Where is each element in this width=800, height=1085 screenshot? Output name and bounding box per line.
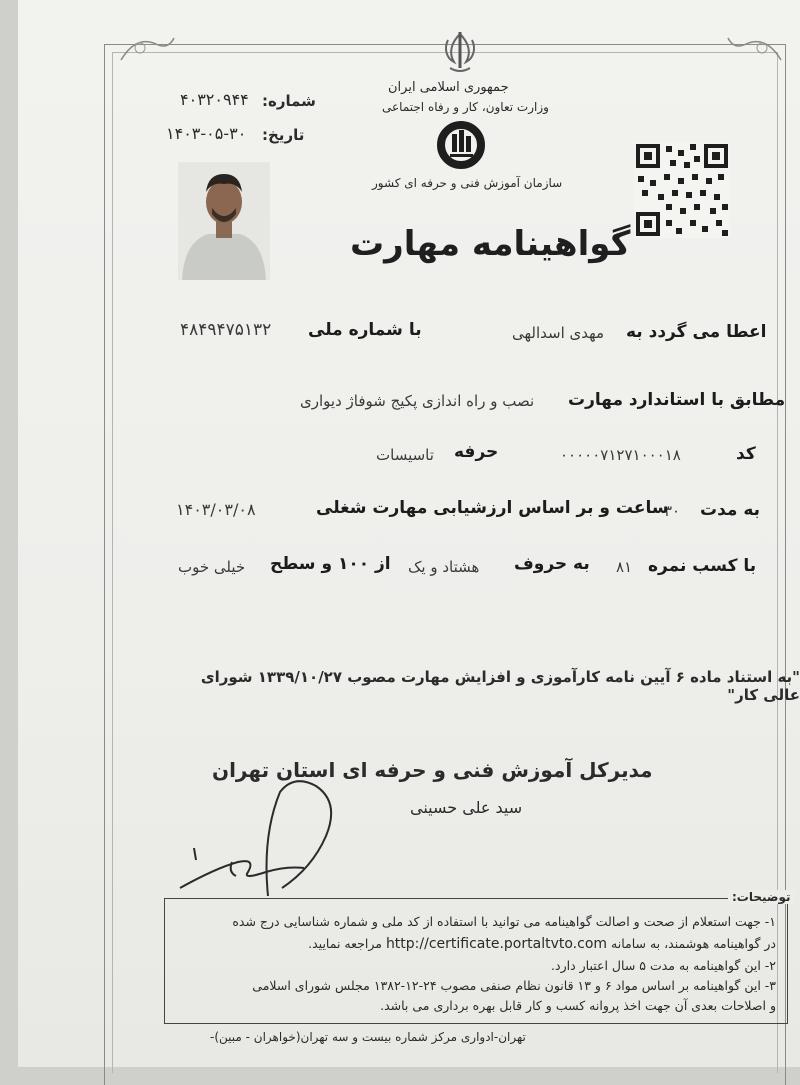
government-line: جمهوری اسلامی ایران [388, 80, 509, 95]
notes-heading: توضیحات: [728, 890, 795, 904]
qr-code-icon [634, 142, 730, 238]
code-label: کد [736, 444, 756, 464]
org-name: سازمان آموزش فنی و حرفه ای کشور [372, 176, 563, 190]
note-line-2a: در گواهینامه هوشمند، به سامانه [611, 936, 776, 951]
date-value: ۱۴۰۳-۰۵-۳۰ [166, 124, 247, 143]
awarded-label: اعطا می گردد به [626, 322, 767, 342]
right-ornament-icon [726, 30, 786, 66]
left-ornament-icon [116, 30, 176, 66]
trade-label: حرفه [454, 442, 499, 462]
legal-note: "به استناد ماده ۶ آیین نامه کارآموزی و افزایش مهارت مصوب ۱۳۳۹/۱۰/۲۷ شورای عالی کار" [200, 668, 800, 704]
awarded-value: مهدی اسدالهی [512, 324, 605, 342]
note-line-2b: مراجعه نمایید. [308, 936, 382, 951]
hours-label: ساعت و بر اساس ارزشیابی مهارت شغلی [316, 498, 669, 518]
emblem-icon [432, 28, 488, 78]
note-line-2 [308, 936, 776, 952]
national-id-label: با شماره ملی [308, 320, 422, 340]
letters-label: به حروف [514, 554, 590, 574]
footer-text: تهران-ادواری مرکز شماره بیست و سه تهران(خواهران - مبین)- [210, 1030, 526, 1044]
of-level-label: از ۱۰۰ و سطح [270, 554, 391, 574]
org-logo-icon [428, 120, 494, 170]
date-label: تاریخ: [262, 126, 305, 144]
duration-value: ۳۰ [664, 502, 681, 520]
note-line-4: ۳- این گواهینامه بر اساس مواد ۶ و ۱۳ قانون نظام صنفی مصوب ۲۴-۱۲-۱۳۸۲ مجلس شورای اسلامی [252, 978, 776, 993]
assessment-date: ۱۴۰۳/۰۳/۰۸ [176, 500, 256, 519]
standard-value: نصب و راه اندازی پکیج شوفاژ دیواری [300, 392, 535, 410]
level-value: خیلی خوب [178, 558, 246, 576]
certificate-url[interactable]: http://certificate.portaltvto.com [385, 936, 608, 952]
signature-mark [176, 776, 356, 900]
ministry-line: وزارت تعاون، کار و رفاه اجتماعی [382, 100, 549, 114]
note-line-3: ۲- این گواهینامه به مدت ۵ سال اعتبار دارد. [551, 958, 776, 973]
number-label: شماره: [262, 92, 316, 110]
signatory-name: سید علی حسینی [410, 798, 523, 817]
score-label: با کسب نمره [648, 556, 757, 576]
trade-value: تاسیسات [376, 446, 434, 464]
code-value: ۰۰۰۰۰۷۱۲۷۱۰۰۰۱۸ [560, 446, 681, 464]
number-value: ۴۰۳۲۰۹۴۴ [180, 90, 249, 109]
letters-value: هشتاد و یک [408, 558, 480, 576]
signatory-title: مدیرکل آموزش فنی و حرفه ای استان تهران [212, 758, 653, 782]
certificate-title: گواهینامه مهارت [350, 224, 631, 264]
standard-label: مطابق با استاندارد مهارت [568, 390, 786, 410]
photo-portrait [178, 162, 270, 280]
duration-label: به مدت [700, 500, 761, 520]
note-line-5: و اصلاحات بعدی آن جهت اخذ پروانه کسب و کار قابل بهره برداری می باشد. [380, 998, 776, 1013]
note-line-1: ۱- جهت استعلام از صحت و اصالت گواهینامه می توانید با استفاده از کد ملی و شماره شناسایی درج شده [232, 914, 776, 929]
national-id-value: ۴۸۴۹۴۷۵۱۳۲ [180, 320, 272, 340]
score-value: ۸۱ [616, 558, 633, 576]
